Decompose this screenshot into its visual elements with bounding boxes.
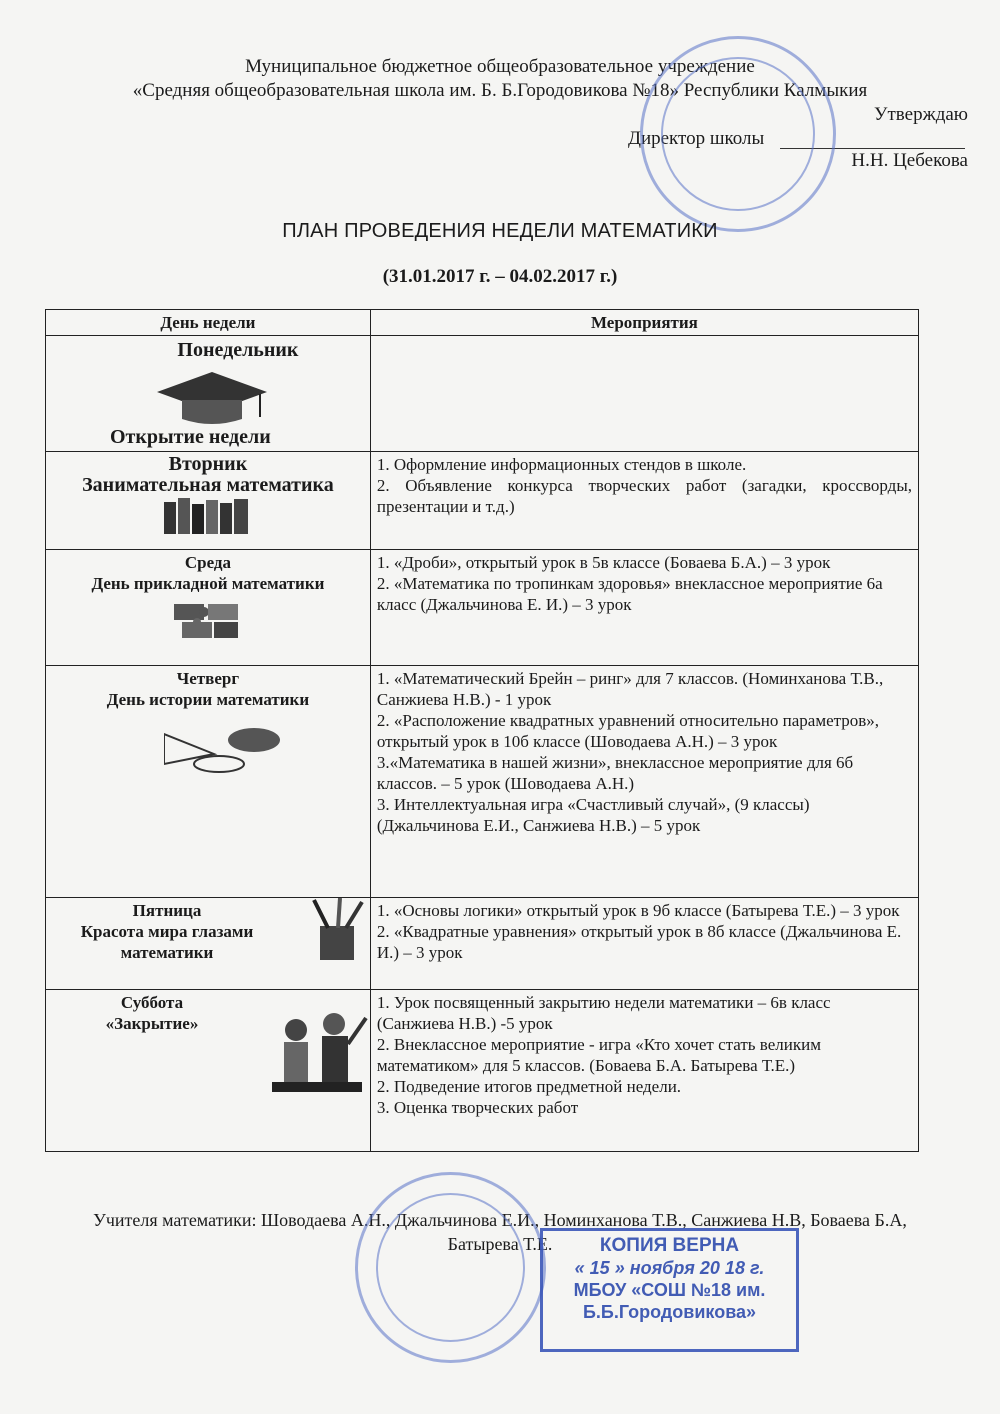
round-seal-icon: [355, 1172, 546, 1363]
day-name: Пятница: [132, 901, 202, 920]
header-events: Мероприятия: [370, 310, 918, 336]
day-subtitle: Красота мира глазами математики: [80, 922, 254, 962]
teachers-line-1: Учителя математики: Шоводаева А.Н., Джальчинова Е.И., Номинханова Т.В., Санжиева Н.В, Боваева Б.А,: [93, 1210, 907, 1230]
table-row: [46, 666, 919, 898]
event-item: 1. «Дроби», открытый урок в 5в классе (Боваева Б.А.) – 3 урок: [376, 553, 831, 572]
day-subtitle: День прикладной математики: [91, 574, 325, 593]
date-range: (31.01.2017 г. – 04.02.2017 г.): [382, 266, 618, 287]
table-row: [46, 898, 919, 990]
day-name: Суббота: [120, 993, 184, 1012]
pencil-cup-icon: [308, 898, 368, 962]
copy-stamp-school-name: Б.Б.Городовикова»: [582, 1302, 757, 1322]
round-seal-icon: [640, 36, 836, 232]
event-item: 3. Оценка творческих работ: [376, 1098, 579, 1117]
events-cell: [370, 452, 918, 550]
day-subtitle: «Закрытие»: [105, 1014, 199, 1033]
table-row: [46, 336, 919, 452]
events-cell: [370, 550, 918, 666]
copy-certified-stamp: [540, 1228, 799, 1352]
director-name: Н.Н. Цебекова: [851, 150, 968, 171]
event-item: 1. «Основы логики» открытый урок в 9б классе (Батырева Т.Е.) – 3 урок: [376, 901, 900, 920]
table-header-row: [46, 310, 919, 336]
events-cell: [370, 666, 918, 898]
event-item: 1. Урок посвященный закрытию недели математики – 6в класс (Санжиева Н.В.) -5 урок: [376, 993, 831, 1033]
approve-label: Утверждаю: [874, 104, 968, 125]
organization-line-1: Муниципальное бюджетное общеобразовательное учреждение: [245, 56, 755, 77]
events-cell: [370, 898, 918, 990]
day-name: Среда: [184, 553, 231, 572]
day-name: Понедельник: [177, 339, 299, 361]
event-item: 2. «Математика по тропинкам здоровья» внеклассное мероприятие 6а класс (Джальчинова Е. И.) – 3 урок: [376, 574, 883, 614]
event-item: 2. Объявление конкурса творческих работ (загадки, кроссворды, презентации и т.д.): [376, 476, 912, 516]
day-cell: [46, 666, 371, 898]
teachers-line-2: Батырева Т.Е.: [447, 1234, 553, 1254]
books-icon: [164, 498, 254, 534]
day-cell: [46, 550, 371, 666]
day-name: Четверг: [176, 669, 240, 688]
geometry-icon: [164, 724, 284, 774]
page-title: ПЛАН ПРОВЕДЕНИЯ НЕДЕЛИ МАТЕМАТИКИ: [282, 220, 718, 242]
day-cell: [46, 898, 371, 990]
day-name: Вторник: [168, 453, 248, 475]
event-item: 3.«Математика в нашей жизни», внеклассное мероприятие для 6б классов. – 5 урок (Шоводаева А.Н.): [376, 753, 854, 793]
event-item: 3. Интеллектуальная игра «Счастливый случай», (9 классы) (Джальчинова Е.И., Санжиева Н.В.) – 5 урок: [376, 795, 810, 835]
copy-stamp-date: « 15 » ноября 20 18 г.: [574, 1258, 765, 1278]
table-row: [46, 452, 919, 550]
day-cell: [46, 452, 371, 550]
event-item: 2. Подведение итогов предметной недели.: [376, 1077, 682, 1096]
plan-table: [45, 309, 919, 1152]
day-cell: [46, 336, 371, 452]
table-row: [46, 990, 919, 1152]
copy-stamp-title: КОПИЯ ВЕРНА: [599, 1235, 740, 1256]
day-subtitle: День истории математики: [106, 690, 310, 709]
day-subtitle: Занимательная математика: [82, 474, 334, 496]
header-day: День недели: [46, 310, 371, 336]
event-item: 2. «Расположение квадратных уравнений относительно параметров», открытый урок в 10б классе (Шоводаева А.Н.) – 3 урок: [376, 711, 880, 751]
day-subtitle: Открытие недели: [110, 426, 271, 448]
organization-line-2: «Средняя общеобразовательная школа им. Б. Б.Городовикова №18» Республики Калмыкия: [132, 80, 868, 101]
event-item: 1. «Математический Брейн – ринг» для 7 классов. (Номинханова Т.В., Санжиева Н.В.) - 1 урок: [376, 669, 884, 709]
puzzle-icon: [172, 600, 242, 640]
table-row: [46, 550, 919, 666]
students-icon: [268, 1010, 368, 1120]
event-item: 1. Оформление информационных стендов в школе.: [376, 455, 747, 474]
copy-stamp-school: МБОУ «СОШ №18 им.: [573, 1280, 766, 1300]
director-label: Директор школы: [628, 128, 765, 149]
event-item: 2. Внеклассное мероприятие - игра «Кто хочет стать великим математиком» для 5 классов. (Боваева Б.А. Батырева Т.Е.): [376, 1035, 821, 1075]
day-cell: [46, 990, 371, 1152]
events-cell: [370, 990, 918, 1152]
graduation-cap-icon: [152, 367, 272, 427]
events-cell: [370, 336, 918, 452]
event-item: 2. «Квадратные уравнения» открытый урок в 8б классе (Джальчинова Е. И.) – 3 урок: [376, 922, 902, 962]
